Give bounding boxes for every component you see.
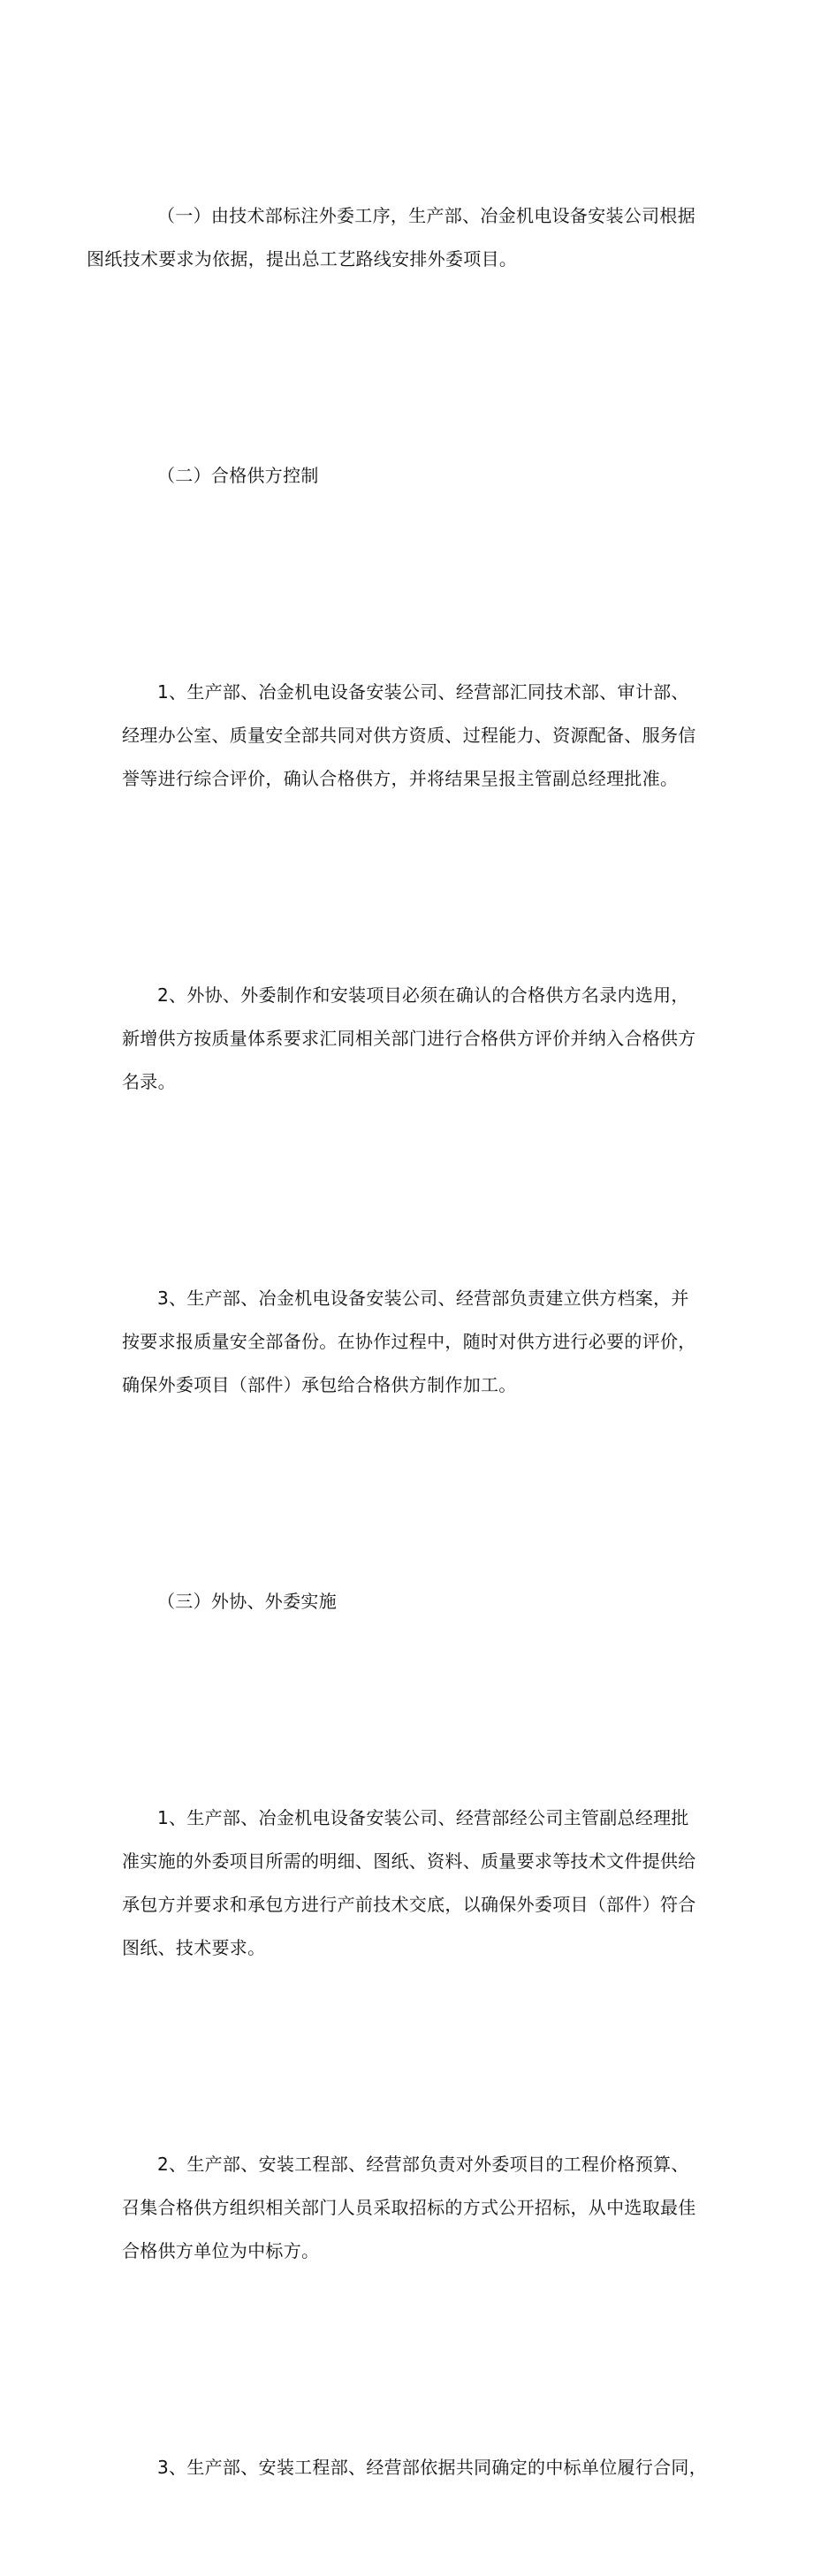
text-line: 召集合格供方组织相关部门人员采取招标的方式公开招标，从中选取最佳 [122,2197,696,2218]
text-line: 按要求报质量安全部备份。在协作过程中，随时对供方进行必要的评价， [122,1331,696,1352]
text-line: 新增供方按质量体系要求汇同相关部门进行合格供方评价并纳入合格供方 [122,1028,696,1049]
text-line: 1、生产部、冶金机电设备安装公司、经营部汇同技术部、审计部、 [157,681,689,703]
text-line: （二）合格供方控制 [157,465,319,486]
text-line: 3、生产部、安装工程部、经营部依据共同确定的中标单位履行合同， [157,2457,708,2478]
text-line: 确保外委项目（部件）承包给合格供方制作加工。 [122,1374,517,1395]
text-line: 图纸技术要求为依据，提出总工艺路线安排外委项目。 [87,248,518,270]
text-line: 准实施的外委项目所需的明细、图纸、资料、质量要求等技术文件提供给 [122,1850,696,1872]
paragraph-8 [122,2056,696,2359]
text-line: （一）由技术部标注外委工序，生产部、冶金机电设备安装公司根据 [157,205,695,226]
text-line: 承包方并要求和承包方进行产前技术交底，以确保外委项目（部件）符合 [122,1894,696,1915]
text-line: 图纸、技术要求。 [122,1937,266,1958]
paragraph-9 [122,2359,708,2576]
text-line: 1、生产部、冶金机电设备安装公司、经营部经公司主管副总经理批 [157,1807,689,1828]
text-line: 2、生产部、安装工程部、经营部负责对外委项目的工程价格预算、 [157,2154,689,2175]
text-line: 3、生产部、冶金机电设备安装公司、经营部负责建立供方档案，并 [157,1288,689,1309]
section-heading-outsourcing-implementation [122,1493,696,1710]
text-line: 合格供方单位为中标方。 [122,2240,320,2261]
paragraph-5 [122,1190,696,1493]
text-line: 誉等进行综合评价，确认合格供方，并将结果呈报主管副总经理批准。 [122,768,679,789]
document-body [87,108,708,2576]
paragraph-4 [122,887,696,1190]
paragraph-1 [87,108,696,368]
text-line: 名录。 [122,1071,176,1092]
text-line: 经理办公室、质量安全部共同对供方资质、过程能力、资源配备、服务信 [122,725,696,746]
text-line: 2、外协、外委制作和安装项目必须在确认的合格供方名录内选用， [157,984,689,1006]
paragraph-3 [122,584,696,887]
paragraph-7 [122,1710,696,2056]
text-line: （三）外协、外委实施 [157,1591,337,1612]
section-heading-qualified-suppliers [122,368,696,584]
